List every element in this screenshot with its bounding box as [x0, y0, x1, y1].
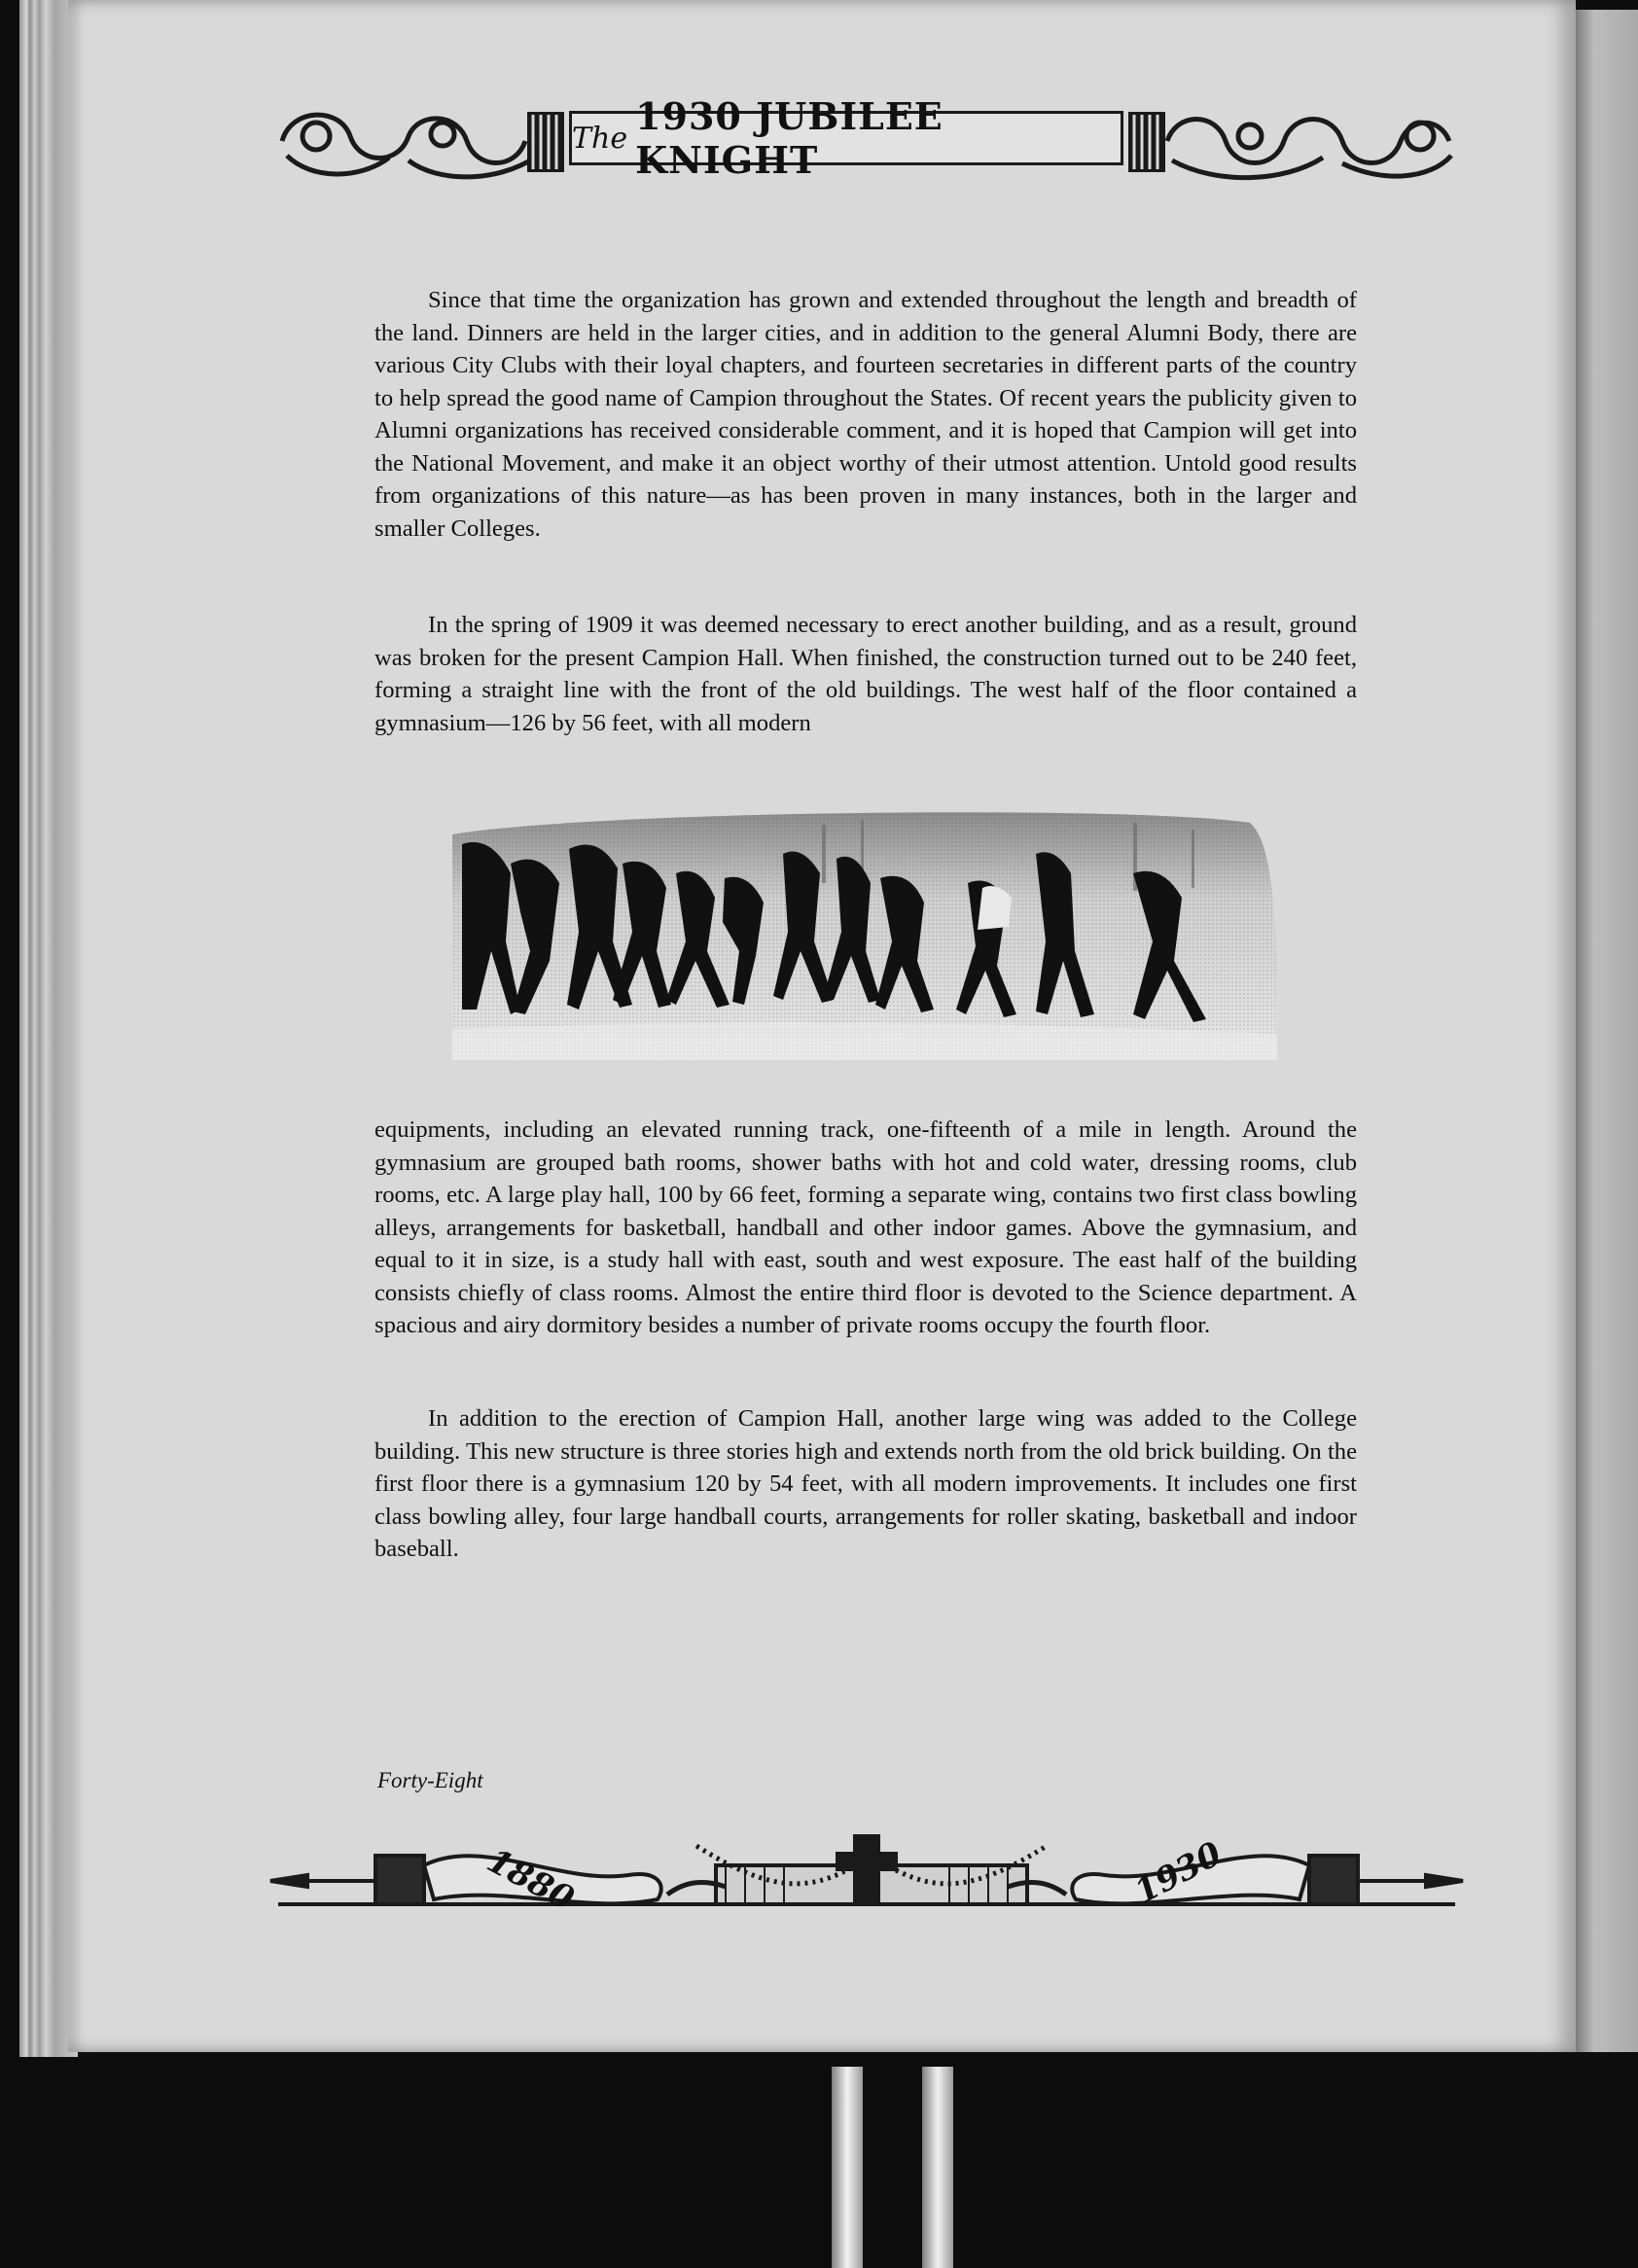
header-the: The: [572, 121, 628, 156]
footer-banner: [268, 1826, 1465, 1924]
year-1880: 1880: [481, 1841, 581, 1919]
skaters-photo: [452, 805, 1277, 1060]
header-title: 1930 JUBILEE KNIGHT: [635, 94, 944, 182]
paragraph-2-text: In the spring of 1909 it was deemed necessary to erect another building, and as a result, ground was broken for the present Campion Hall. When finished, the construction turned out to be 240 feet, forming a straight line with the front of the old buildings. The west half of the floor contained a gymnasium—126 by 56 feet, with all modern: [374, 612, 1357, 736]
skaters-photo-image: [452, 805, 1277, 1060]
header-title-box: [569, 94, 1123, 182]
paragraph-4-text: In addition to the erection of Campion Hall, another large wing was added to the College building. This new structure is three stories high and extends north from the old brick building. On the first floor there is a gymnasium 120 by 54 feet, with all modern improvements. It includes one first class bowling alley, four large handball courts, arrangements for roller skating, basketball and indoor baseball.: [374, 1405, 1357, 1562]
footer-ornament: [268, 1826, 1465, 1924]
paragraph-3-text: equipments, including an elevated running track, one-fifteenth of a mile in length. Around the gymnasium are grouped bath rooms, shower baths with hot and cold water, dressing rooms, club rooms, etc. A large play hall, 100 by 66 feet, forming a separate wing, contains two first class bowling alleys, arrangements for basketball, handball and other indoor games. Above the gymnasium, and equal to it in size, is a study hall with east, south and west exposure. The east half of the building consists chiefly of class rooms. Almost the entire third floor is devoted to the Science department. A spacious and airy dormitory besides a number of private rooms occupy the fourth floor.: [374, 1116, 1357, 1338]
paragraph-4: [374, 1402, 1357, 1566]
binding-stripe-right: [922, 2067, 953, 2268]
header-banner: [272, 94, 1459, 187]
paragraph-1: [374, 284, 1357, 545]
paragraph-1-text: Since that time the organization has grown and extended throughout the length and breadth of the land. Dinners are held in the larger cities, and in addition to the general Alumni Body, there are various City Clubs with their loyal chapters, and fourteen secretaries in different parts of the country to help spread the good name of Campion throughout the States. Of recent years the publicity given to Alumni organizations has received considerable comment, and it is hoped that Campion will get into the National Movement, and make it an object worthy of their utmost attention. Untold good results from organizations of this nature—as has been proven in many instances, both in the larger and smaller Colleges.: [374, 287, 1357, 542]
paragraph-2: [374, 609, 1357, 739]
year-1930: 1930: [1128, 1834, 1228, 1912]
page-number: Forty-Eight: [377, 1768, 483, 1792]
paragraph-3: [374, 1114, 1357, 1342]
next-page-edge: [1576, 10, 1638, 2052]
binding-stripe-left: [832, 2067, 863, 2268]
